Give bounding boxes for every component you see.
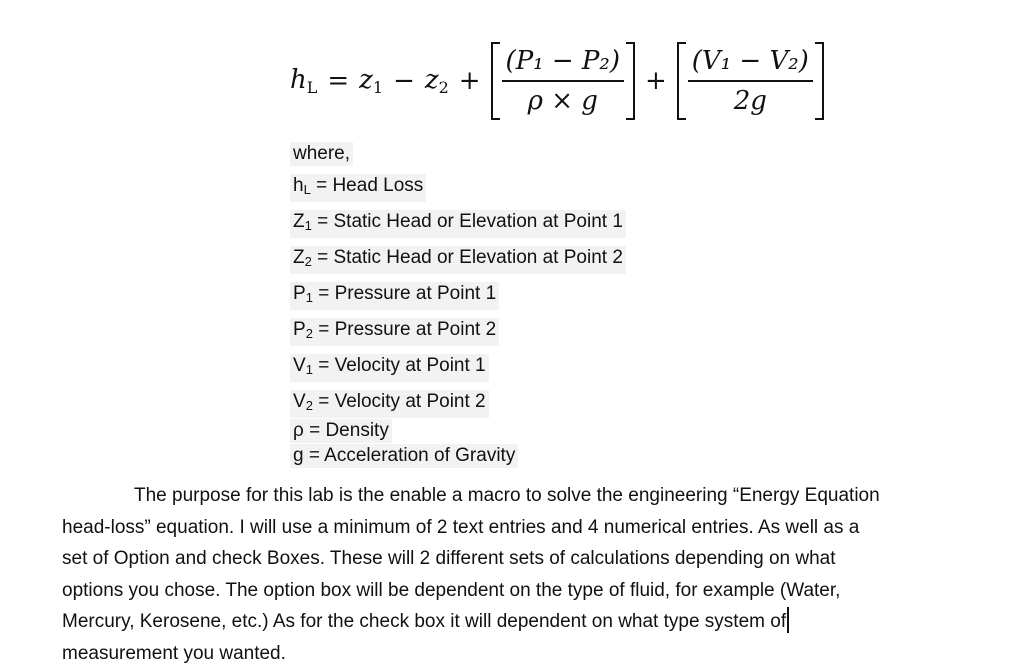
paragraph-line [62,606,1002,638]
where-label: where, [290,142,353,166]
definition-density: ρ = Density [290,419,392,443]
definition-z2: $Z_2$ = Static Head or Elevation at Point 2 [290,246,626,274]
paragraph-line: measurement you wanted. [62,642,286,664]
paragraph-line: head-loss” equation. I will use a minimum of 2 text entries and 4 numerical entries. As well as a [62,516,860,538]
purpose-paragraph[interactable] [62,480,1002,669]
variable-definitions [290,142,626,469]
paragraph-line: set of Option and check Boxes. These will 2 different sets of calculations depending on what [62,548,836,569]
pressure-fraction [502,46,624,116]
definition-v1: $V_1$ = Velocity at Point 1 [290,354,489,382]
velocity-term [677,38,824,124]
left-bracket [491,42,500,120]
plus-sign-1: + [458,66,481,96]
definition-p1: $P_1$ = Pressure at Point 1 [290,282,499,310]
text-cursor [787,607,789,633]
right-bracket [815,42,824,120]
head-loss-equation [290,38,824,124]
paragraph-line: options you chose. The option box will be dependent on the type of fluid, for example (Water, [62,579,841,601]
z1-term: $z_1$ [359,65,384,97]
velocity-numerator: (V₁ − V₂) [691,46,809,76]
paragraph-line-text: Mercury, Kerosene, etc.) As for the check box it will dependent on what type system of [62,611,787,632]
velocity-fraction [688,46,813,116]
plus-sign-2: + [644,66,667,96]
pressure-numerator: (P₁ − P₂) [505,46,620,76]
right-bracket [626,42,635,120]
paragraph-line: The purpose for this lab is the enable a macro to solve the engineering “Energy Equation [134,485,880,506]
definition-v2: $V_2$ = Velocity at Point 2 [290,390,489,418]
velocity-denominator: 2g [733,86,767,116]
definition-p2: $P_2$ = Pressure at Point 2 [290,318,499,346]
equals-sign: = [327,66,350,96]
definition-gravity: g = Acceleration of Gravity [290,444,518,468]
lhs-term: $h_L$ [290,65,318,97]
pressure-term [491,38,635,124]
left-bracket [677,42,686,120]
definition-z1: $Z_1$ = Static Head or Elevation at Point 1 [290,210,626,238]
z2-term: $z_2$ [424,65,449,97]
minus-sign: − [393,66,415,96]
pressure-denominator: ρ × g [527,86,598,116]
definition-head-loss: $h_L$ = Head Loss [290,174,426,202]
